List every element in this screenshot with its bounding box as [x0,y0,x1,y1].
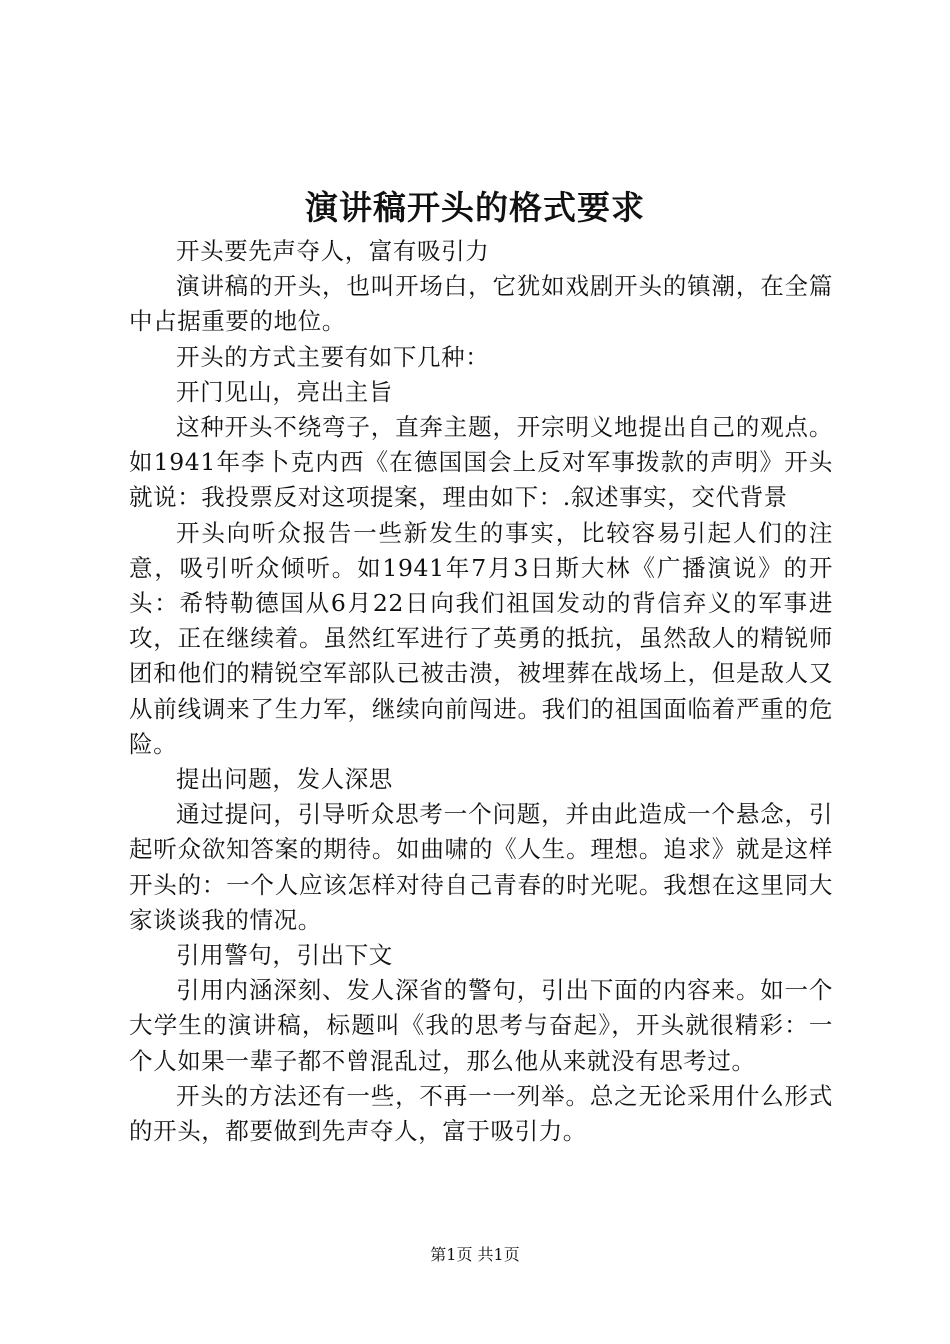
paragraph: 提出问题，发人深思 [176,765,393,794]
paragraph: 开头的方法还有一些，不再一一列举。总之无论采用什么形式的开头，都要做到先声夺人，富于吸引力。 [129,1081,833,1146]
paragraph: 开门见山，亮出主旨 [176,377,393,406]
document-title: 演讲稿开头的格式要求 [305,188,645,227]
paragraph: 引用内涵深刻、发人深省的警句，引出下面的内容来。如一个大学生的演讲稿，标题叫《我的思考与奋起》，开头就很精彩：一个人如果一辈子都不曾混乱过，那么他从来就没有思考过。 [129,976,833,1075]
document-body [129,234,833,1149]
paragraph: 演讲稿的开头，也叫开场白，它犹如戏剧开头的镇潮，在全篇中占据重要的地位。 [129,272,833,336]
paragraph: 开头要先声夺人，富有吸引力 [176,237,490,265]
paragraph: 开头的方式主要有如下几种： [176,342,490,371]
paragraph: 引用警句，引出下文 [176,941,393,970]
paragraph: 通过提问，引导听众思考一个问题，并由此造成一个悬念，引起听众欲知答案的期待。如曲啸的《人生。理想。追求》就是这样开头的：一个人应该怎样对待自己青春的时光呢。我想在这里同大家谈谈我的情况。 [129,800,833,934]
paragraph: 开头向听众报告一些新发生的事实，比较容易引起人们的注意，吸引听众倾听。如1941年7月3日斯大林《广播演说》的开头：希特勒德国从6月22日向我们祖国发动的背信弃义的军事进攻，正在继续着。虽然红军进行了英勇的抵抗，虽然敌人的精锐师团和他们的精锐空军部队已被击溃，被埋葬在战场上，但是敌人又从前线调来了生力军，继续向前闯进。我们的祖国面临着严重的危险。 [129,518,833,758]
paragraph: 这种开头不绕弯子，直奔主题，开宗明义地提出自己的观点。如1941年李卜克内西《在德国国会上反对军事拨款的声明》开头就说：我投票反对这项提案，理由如下：.叙述事实，交代背景 [129,413,833,512]
page-footer: 第1页 共1页 [430,1245,520,1264]
